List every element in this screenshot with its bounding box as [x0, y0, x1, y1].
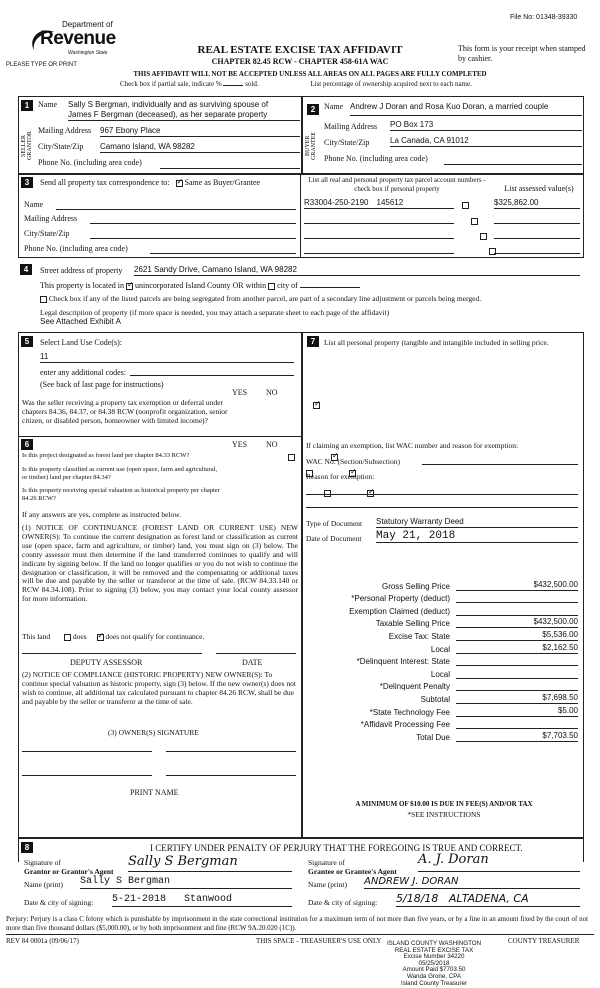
tax-row-label: Local [430, 644, 450, 654]
grantor-name-label: Name (print) [24, 880, 63, 889]
receipt-note: This form is your receipt when stamped by cashier. [458, 44, 586, 63]
reason-field-2[interactable] [306, 500, 578, 508]
s6-yes-header: YES [232, 440, 248, 449]
stamp-line: Island County Treasurer [400, 979, 468, 987]
assessed-header: List assessed value(s) [504, 184, 574, 193]
tax-row [306, 679, 578, 692]
tax-row-value[interactable] [456, 592, 578, 603]
stamp-line: ISLAND COUNTY WASHINGTON [386, 940, 482, 947]
street-address-field[interactable]: 2621 Sandy Drive, Camano Island, WA 98282 [134, 265, 580, 276]
doc-type-label: Type of Document [306, 519, 363, 528]
seller-mailing-field[interactable]: 967 Ebony Place [100, 126, 300, 137]
seller-city-label: City/State/Zip [38, 142, 84, 151]
grantor-date-field[interactable]: 5-21-2018 Stanwood [112, 894, 292, 907]
s5-no-header: NO [266, 388, 278, 397]
stamp-line: Excise Number 34220 [403, 953, 465, 961]
s3-phone-field[interactable] [150, 244, 296, 254]
grantee-name-field[interactable]: ANDREW J. DORAN [364, 876, 580, 889]
located-row: This property is located in ✓ unincorporated Island County OR within city of [40, 281, 360, 290]
additional-codes-label: enter any additional codes: [40, 368, 126, 377]
print-name-label: PRINT NAME [130, 788, 179, 797]
grantor-signature[interactable]: Sally S Bergman [128, 854, 292, 872]
s3-mailing-label: Mailing Address [24, 214, 78, 223]
tax-row-label: Exemption Claimed (deduct) [349, 606, 450, 616]
buyer-mailing-label: Mailing Address [324, 122, 378, 131]
exemption-question: Was the seller receiving a property tax exemption or deferral under chapters 84.36, 84.37, or 84.38 RCW (nonprofit organization, senior citizen, or disabled person, homeowner with limited income)? [22, 398, 228, 425]
tax-row-value[interactable]: $5.00 [456, 706, 578, 717]
wac-no-field[interactable] [422, 456, 578, 465]
seller-phone-label: Phone No. (including area code) [38, 158, 142, 167]
partial-sale-row: Check box if partial sale, indicate % sold. List percentage of ownership acquired next to each name. [120, 80, 472, 88]
tax-row-value[interactable] [456, 605, 578, 616]
assessor-date-line[interactable] [216, 650, 296, 654]
seller-phone-field[interactable] [160, 158, 300, 169]
legal-desc-label: Legal description of property (if more space is needed, you may attach a separate sheet to each page of the affidavit) [40, 308, 390, 317]
tax-row-label: *Affidavit Processing Fee [360, 720, 450, 730]
reason-label: Reason for exemption: [306, 472, 375, 481]
seller-mailing-label: Mailing Address [38, 126, 92, 135]
personal-property-label: List all personal property (tangible and intangible included in selling price. [324, 338, 549, 347]
logo-dept: Department of [62, 20, 113, 29]
parcel-3-personal-checkbox[interactable] [480, 233, 487, 240]
section-8-badge: 8 [21, 842, 33, 853]
buyer-mailing-field[interactable]: PO Box 173 [390, 120, 582, 131]
s5-yes-header: YES [232, 388, 248, 397]
s3-city-label: City/State/Zip [24, 229, 70, 238]
grantor-name-field[interactable]: Sally S Bergman [80, 876, 292, 889]
does-checkbox[interactable] [64, 634, 71, 641]
seller-name-line1[interactable]: Sally S Bergman, individually and as surviving spouse of [68, 100, 269, 109]
buyer-phone-label: Phone No. (including area code) [324, 154, 428, 163]
file-number: File No: 01348-39330 [510, 14, 578, 21]
form-subtitle: CHAPTER 82.45 RCW - CHAPTER 458-61A WAC [211, 57, 389, 66]
tax-row-value[interactable]: $5,536.00 [456, 630, 578, 641]
section-1-badge: 1 [21, 100, 33, 111]
tax-row-value[interactable] [456, 680, 578, 691]
land-use-field[interactable]: 11 [40, 352, 294, 363]
assessed-3-field[interactable] [494, 229, 580, 239]
tax-row [306, 628, 578, 641]
certify-statement: I CERTIFY UNDER PENALTY OF PERJURY THAT THE FOREGOING IS TRUE AND CORRECT. [150, 843, 523, 853]
parcel-2-personal-checkbox[interactable] [471, 218, 478, 225]
city-of-field[interactable] [300, 287, 360, 288]
tax-row [306, 616, 578, 629]
buyer-name-line2[interactable] [350, 112, 582, 116]
assessed-2-field[interactable] [494, 214, 580, 224]
buyer-name-line1[interactable]: Andrew J Doran and Rosa Kuo Doran, a married couple [350, 102, 549, 111]
buyer-city-label: City/State/Zip [324, 138, 370, 147]
please-type: PLEASE TYPE OR PRINT [6, 62, 77, 68]
section-7-badge: 7 [307, 336, 319, 347]
segregated-checkbox[interactable] [40, 296, 47, 303]
parcel-4-field[interactable] [304, 244, 454, 254]
s3-phone-label: Phone No. (including area code) [24, 244, 128, 253]
stamp-line: Wanda Grone, CPA [407, 972, 461, 980]
treasurer-use-label: THIS SPACE - TREASURER'S USE ONLY [256, 937, 382, 945]
segregated-row: Check box if any of the listed parcels are being segregated from another parcel, are part of a secondary line adjustment or parcels being merged. [40, 294, 481, 303]
tax-row-value[interactable]: $432,500.00 [456, 580, 578, 591]
tax-row-label: *Delinquent Penalty [379, 682, 450, 692]
section-6-badge: 6 [21, 439, 33, 450]
seller-side-label: SELLER GRANTOR [21, 131, 33, 161]
grantor-signature-label: Signature of Grantor or Grantor's Agent [24, 858, 114, 876]
legal-desc-value[interactable]: See Attached Exhibit A [40, 317, 121, 326]
stamp-line: Amount Paid $7703.50 [402, 966, 466, 974]
tax-row-value[interactable]: $2,162.50 [456, 643, 578, 654]
parcel-header: List all real and personal property tax parcel account numbers - check box if personal property [308, 176, 486, 193]
grantee-signature[interactable]: A. J. Doran [418, 852, 580, 872]
notice-compliance: (2) NOTICE OF COMPLIANCE (HISTORIC PROPERTY) NEW OWNER(S): To continue special valuation as historic property, sign (3) below. If the new owner(s) does not wish to continue, all additional tax calculated pursuant to chapter 84.26 RCW, shall be due and payable by the seller or transferor at the time of sale. [22, 670, 296, 706]
buyer-name-label: Name [324, 102, 344, 111]
seller-city-field[interactable]: Camano Island, WA 98282 [100, 142, 300, 153]
tax-row [306, 729, 578, 742]
buyer-phone-field[interactable] [444, 154, 582, 165]
perjury-note: Perjury: Perjury is a class C felony which is punishable by imprisonment in the state correctional institution for a maximum term of not more than five years, or by a fine in an amount fixed by the court of not more than five thousand dollars ($5,000.00), or by both imprisonment and fine (RCW 9A.20.020 (1C)). [6, 915, 589, 932]
county-treasurer-label: COUNTY TREASURER [508, 937, 580, 945]
continuance-row: This land does ✓ does not qualify for continuance. [22, 632, 204, 641]
forest-yes-checkbox[interactable] [288, 454, 295, 461]
stamp-line: 05/25/2018 [418, 959, 450, 967]
treasurer-stamp [364, 941, 504, 987]
street-label: Street address of property [40, 266, 123, 275]
tax-row-value[interactable]: $7,703.50 [456, 731, 578, 742]
parcel-1-field[interactable]: R33004-250-2190 145612 [304, 198, 454, 209]
minimum-due-note: A MINIMUM OF $10.00 IS DUE IN FEE(S) AND/OR TAX [355, 800, 533, 808]
assessed-4-field[interactable] [494, 244, 580, 254]
parcel-1-personal-checkbox[interactable] [462, 202, 469, 209]
tax-row-value[interactable] [456, 668, 578, 679]
seller-name-line2[interactable]: James F Bergman (deceased), as her separate property [68, 110, 300, 121]
form-title: REAL ESTATE EXCISE TAX AFFIDAVIT [197, 44, 403, 56]
revenue-logo [28, 20, 128, 64]
land-use-label: Select Land Use Code(s): [40, 338, 122, 347]
parcel-3-field[interactable] [304, 229, 454, 239]
assessed-1-field[interactable]: $325,862.00 [494, 198, 580, 209]
forest-question: Is this project designated as forest land per chapter 84.33 RCW? [22, 452, 190, 459]
tax-row-value[interactable] [456, 718, 578, 729]
current-use-question: Is this property classified as current use (open space, farm and agricultural, or timber) land per chapter 84.34? [22, 466, 218, 481]
unincorporated-checkbox[interactable] [126, 283, 133, 290]
grantee-date-label: Date & city of signing: [308, 898, 378, 907]
seller-name-label: Name [38, 100, 58, 109]
section-4-badge: 4 [20, 264, 32, 275]
doc-type-field[interactable]: Statutory Warranty Deed [376, 517, 578, 528]
grantee-name-label: Name (print) [308, 880, 347, 889]
logo-state: Washington State [68, 50, 108, 56]
parcel-2-field[interactable] [304, 214, 454, 224]
tax-row [306, 704, 578, 717]
reason-field-1[interactable] [306, 487, 578, 495]
buyer-city-field[interactable]: La Canada, CA 91012 [390, 136, 582, 147]
assessor-date-label: DATE [242, 658, 263, 667]
tax-row-value[interactable]: $7,698.50 [456, 693, 578, 704]
warning-text: THIS AFFIDAVIT WILL NOT BE ACCEPTED UNLESS ALL AREAS ON ALL PAGES ARE FULLY COMPLETED [133, 70, 487, 78]
exemption-wac-label: If claiming an exemption, list WAC number and reason for exemption: [306, 441, 519, 450]
revision-label: REV 84 0001a (09/06/17) [6, 937, 79, 945]
grantee-signature-label: Signature of Grantee or Grantee's Agent [308, 858, 397, 876]
s3-name-field[interactable] [56, 200, 296, 210]
does-not-checkbox[interactable] [97, 634, 104, 641]
owner-signature-line-1[interactable] [22, 748, 152, 752]
deputy-assessor-line[interactable] [22, 650, 202, 654]
if-yes-text: If any answers are yes, complete as instructed below. [22, 510, 182, 519]
city-of-checkbox[interactable] [268, 283, 275, 290]
owner-print-line-2[interactable] [166, 772, 296, 776]
same-as-buyer-checkbox[interactable] [176, 180, 183, 187]
see-instructions-note: *SEE INSTRUCTIONS [407, 810, 481, 819]
owner-signature-line-2[interactable] [166, 748, 296, 752]
stamp-line: REAL ESTATE EXCISE TAX [394, 946, 474, 954]
s6-no-header: NO [266, 440, 278, 449]
tax-row [306, 603, 578, 616]
owner-print-line-1[interactable] [22, 772, 152, 776]
historic-question: Is this property receiving special valuation as historical property per chapter 84.26 RCW? [22, 487, 220, 502]
grantor-date-label: Date & city of signing: [24, 898, 94, 907]
s3-mailing-field[interactable] [90, 214, 296, 224]
tax-row [306, 691, 578, 704]
wac-no-label: WAC No. (Section/Subsection) [306, 457, 400, 466]
section-5-badge: 5 [21, 336, 33, 347]
tax-row-value[interactable] [456, 655, 578, 666]
tax-row [306, 717, 578, 730]
additional-codes-field[interactable] [130, 366, 294, 376]
tax-row-value[interactable]: $432,500.00 [456, 617, 578, 628]
logo-name: Revenue [40, 28, 116, 49]
tax-row-label: Total Due [416, 732, 450, 742]
deputy-assessor-label: DEPUTY ASSESSOR [70, 658, 143, 667]
notice-continuance: (1) NOTICE OF CONTINUANCE (FOREST LAND OR CURRENT USE) NEW OWNER(S): To continue the current designation as forest land or classification as current use (open space, farm and agriculture, or timber) land, you must sign on (3) below. The county assessor must then determine if the land transferred continues to qualify and will indicate by signing below. If the land no longer qualifies or you do not wish to continue the designation or classification, it will be removed and the compensating or additional taxes will be due and payable by the seller or transferor at the time of sale. (RCW 84.33.140 or RCW 84.34.108). Prior to signing (3) below, you may contact your local county assessor for more information. [22, 523, 298, 604]
s3-name-label: Name [24, 200, 44, 209]
tax-row-label: Local [430, 669, 450, 679]
tax-calculation [306, 578, 578, 742]
doc-date-label: Date of Document [306, 534, 362, 543]
owner-signature-label: (3) OWNER(S) SIGNATURE [108, 728, 199, 737]
tax-row [306, 641, 578, 654]
grantee-date-field[interactable]: 5/18/18 ALTADENA, CA [396, 892, 580, 907]
tax-row-label: Subtotal [420, 694, 450, 704]
tax-row-label: Gross Selling Price [381, 581, 450, 591]
buyer-side-label: BUYER GRANTEE [305, 132, 317, 160]
section-3-badge: 3 [21, 177, 33, 188]
tax-row-label: Excise Tax: State [388, 631, 450, 641]
tax-row [306, 578, 578, 591]
s3-city-field[interactable] [90, 229, 296, 239]
tax-row-label: Taxable Selling Price [375, 619, 450, 629]
section-2-badge: 2 [307, 104, 319, 115]
tax-row [306, 591, 578, 604]
tax-row-label: *Delinquent Interest: State [356, 657, 450, 667]
tax-row-label: *State Technology Fee [369, 707, 450, 717]
send-correspondence-row: Send all property tax correspondence to: ✓ Same as Buyer/Grantee [40, 178, 260, 187]
tax-row [306, 666, 578, 679]
doc-date-field[interactable]: May 21, 2018 [376, 530, 578, 543]
tax-row [306, 654, 578, 667]
tax-row-label: *Personal Property (deduct) [351, 594, 450, 604]
see-back-text: (See back of last page for instructions) [40, 380, 164, 389]
